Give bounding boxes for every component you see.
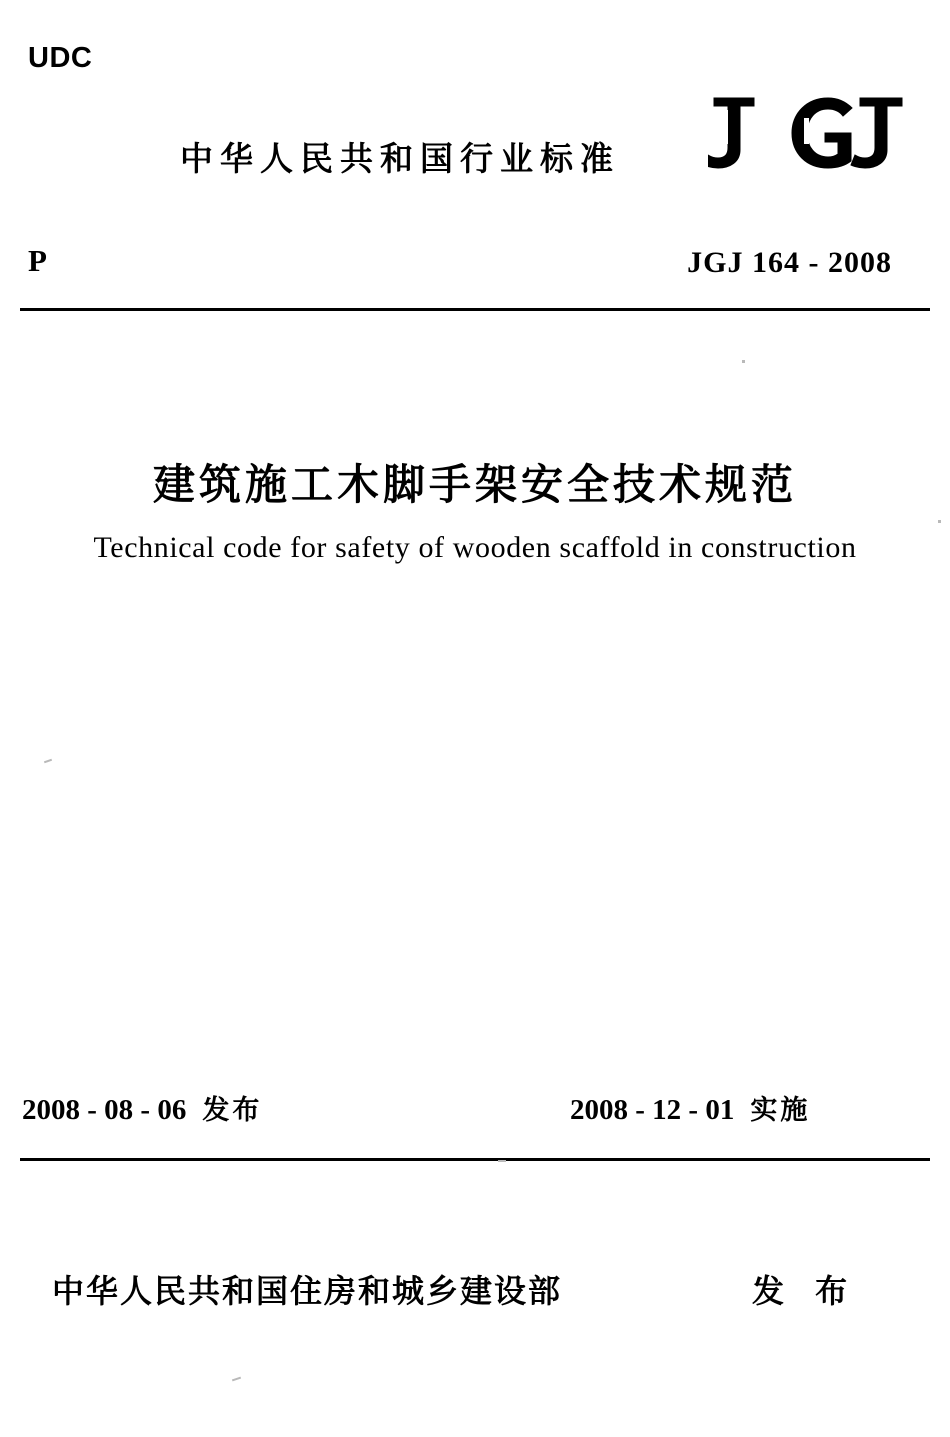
issue-date: 2008 - 08 - 06 (22, 1094, 187, 1126)
effective-date: 2008 - 12 - 01 (570, 1094, 735, 1126)
publisher-name: 中华人民共和国住房和城乡建设部 (52, 1272, 563, 1310)
standard-code-number: JGJ 164 - 2008 (687, 246, 892, 279)
issue-date-label: 发布 (202, 1095, 263, 1126)
scan-speck (742, 360, 745, 363)
title-english: Technical code for safety of wooden scaffold in construction (93, 531, 857, 564)
footer-divider (20, 1158, 930, 1161)
jgj-logo-icon (708, 88, 908, 178)
effective-date-block (570, 1088, 810, 1127)
effective-date-label: 实施 (750, 1095, 811, 1126)
scan-speck (232, 1377, 241, 1382)
scan-speck (44, 759, 52, 764)
title-chinese: 建筑施工木脚手架安全技术规范 (152, 460, 797, 509)
header-divider (20, 308, 930, 311)
udc-label: UDC (28, 42, 93, 74)
publisher-verb: 发 布 (752, 1272, 858, 1310)
national-standard-heading: 中华人民共和国行业标准 (180, 139, 620, 178)
scan-speck (938, 520, 941, 523)
scan-speck (498, 1160, 506, 1162)
issue-date-block (22, 1088, 262, 1127)
classification-mark: P (28, 243, 47, 278)
